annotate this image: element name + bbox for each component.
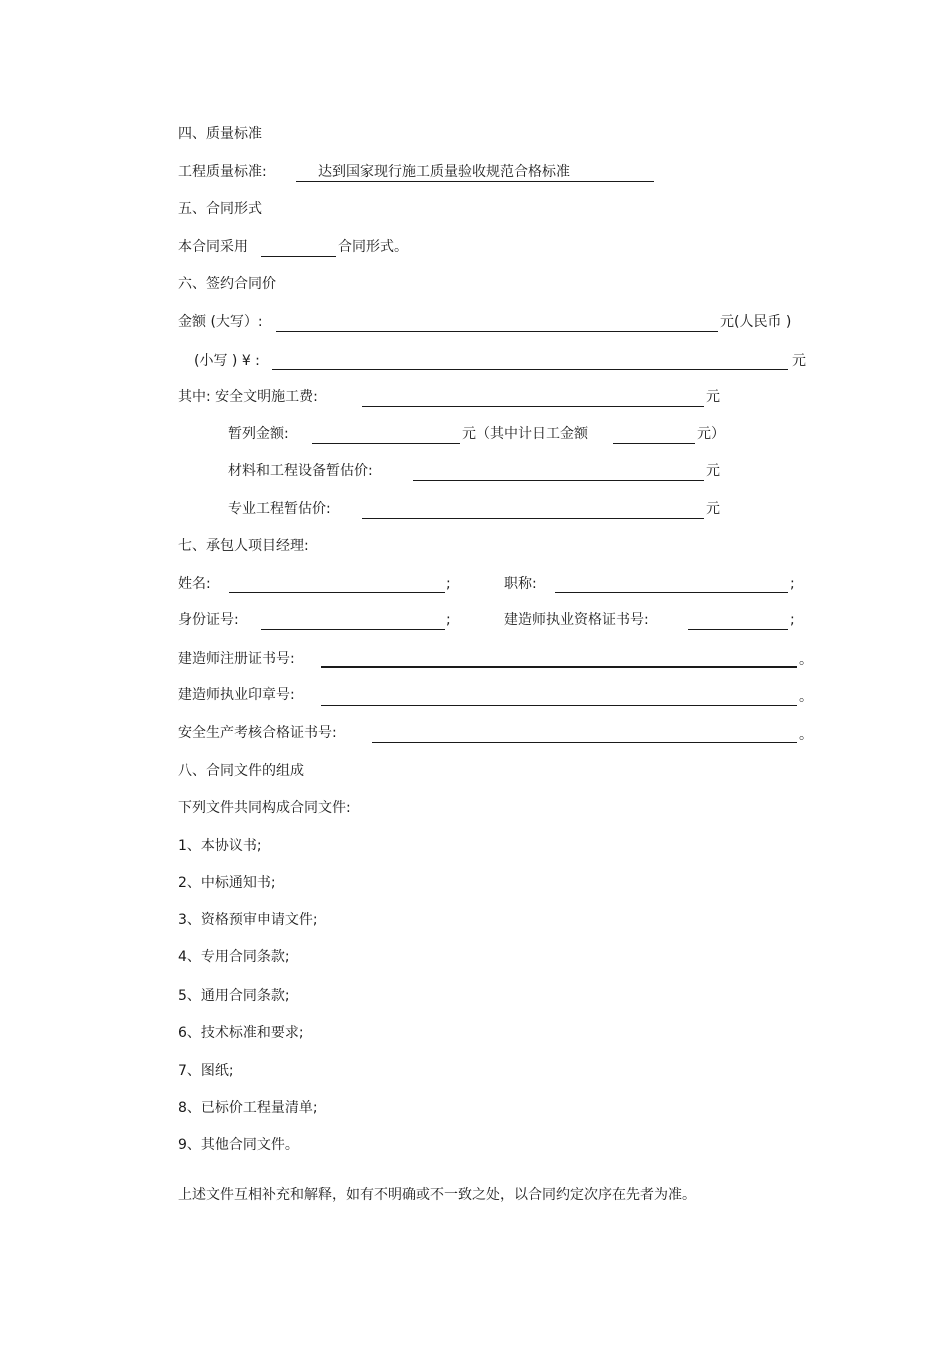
name-blank[interactable] — [229, 592, 445, 593]
title-label: 职称: — [504, 576, 537, 592]
id-blank[interactable] — [261, 629, 445, 630]
safety-cert-blank[interactable] — [372, 742, 797, 743]
name-end: ; — [446, 576, 451, 592]
quality-value: 达到国家现行施工质量验收规范合格标准 — [318, 164, 570, 180]
safety-fee-label: 其中: 安全文明施工费: — [178, 389, 318, 405]
section4-heading: 四、质量标准 — [178, 126, 262, 142]
provisional-mid: 元（其中计日工金额 — [462, 426, 588, 442]
amount-upper-blank[interactable] — [276, 331, 718, 332]
amount-lower-suffix: 元 — [792, 353, 806, 369]
seal-end: 。 — [799, 689, 813, 705]
quality-label: 工程质量标准: — [178, 164, 267, 180]
contract-form-prefix: 本合同采用 — [178, 239, 248, 255]
title-blank[interactable] — [555, 592, 788, 593]
list-item: 3、资格预审申请文件; — [178, 912, 318, 928]
reg-label: 建造师注册证书号: — [178, 651, 295, 667]
list-item: 8、已标价工程量清单; — [178, 1100, 318, 1116]
list-item: 1、本协议书; — [178, 838, 262, 854]
amount-lower-label: (小写 ) ¥ : — [194, 353, 260, 369]
safety-fee-blank[interactable] — [362, 406, 704, 407]
title-end: ; — [790, 576, 795, 592]
materials-suffix: 元 — [706, 463, 720, 479]
list-item: 6、技术标准和要求; — [178, 1025, 304, 1041]
reg-blank[interactable] — [321, 666, 797, 668]
id-end: ; — [446, 612, 451, 628]
list-item: 9、其他合同文件。 — [178, 1137, 299, 1153]
list-item: 7、图纸; — [178, 1063, 234, 1079]
specialty-blank[interactable] — [362, 518, 704, 519]
seal-label: 建造师执业印章号: — [178, 687, 295, 703]
section7-heading: 七、承包人项目经理: — [178, 538, 309, 554]
documents-intro: 下列文件共同构成合同文件: — [178, 800, 351, 816]
provisional-suffix: 元） — [697, 426, 725, 442]
provisional-label: 暂列金额: — [228, 426, 289, 442]
materials-blank[interactable] — [413, 480, 704, 481]
seal-blank[interactable] — [321, 705, 797, 706]
amount-upper-suffix: 元(人民币 ) — [720, 314, 792, 330]
safety-cert-end: 。 — [799, 727, 813, 743]
list-item: 5、通用合同条款; — [178, 988, 290, 1004]
list-item: 4、专用合同条款; — [178, 949, 290, 965]
section6-heading: 六、签约合同价 — [178, 276, 276, 292]
safety-cert-label: 安全生产考核合格证书号: — [178, 725, 337, 741]
amount-lower-blank[interactable] — [272, 369, 788, 370]
closing-paragraph: 上述文件互相补充和解释，如有不明确或不一致之处，以合同约定次序在先者为准。 — [178, 1187, 696, 1203]
specialty-suffix: 元 — [706, 501, 720, 517]
name-label: 姓名: — [178, 576, 211, 592]
section5-heading: 五、合同形式 — [178, 201, 262, 217]
section8-heading: 八、合同文件的组成 — [178, 763, 304, 779]
contract-form-suffix: 合同形式。 — [338, 239, 408, 255]
id-label: 身份证号: — [178, 612, 239, 628]
reg-end: 。 — [799, 652, 813, 668]
cert-label: 建造师执业资格证书号: — [504, 612, 649, 628]
daywork-blank[interactable] — [613, 443, 695, 444]
cert-blank[interactable] — [688, 629, 788, 630]
cert-end: ; — [790, 612, 795, 628]
materials-label: 材料和工程设备暂估价: — [228, 463, 373, 479]
specialty-label: 专业工程暂估价: — [228, 501, 331, 517]
list-item: 2、中标通知书; — [178, 875, 276, 891]
amount-upper-label: 金额 (大写）: — [178, 314, 263, 330]
quality-underline — [296, 181, 654, 182]
provisional-blank[interactable] — [312, 443, 460, 444]
contract-form-blank[interactable] — [261, 256, 336, 257]
safety-fee-suffix: 元 — [706, 389, 720, 405]
